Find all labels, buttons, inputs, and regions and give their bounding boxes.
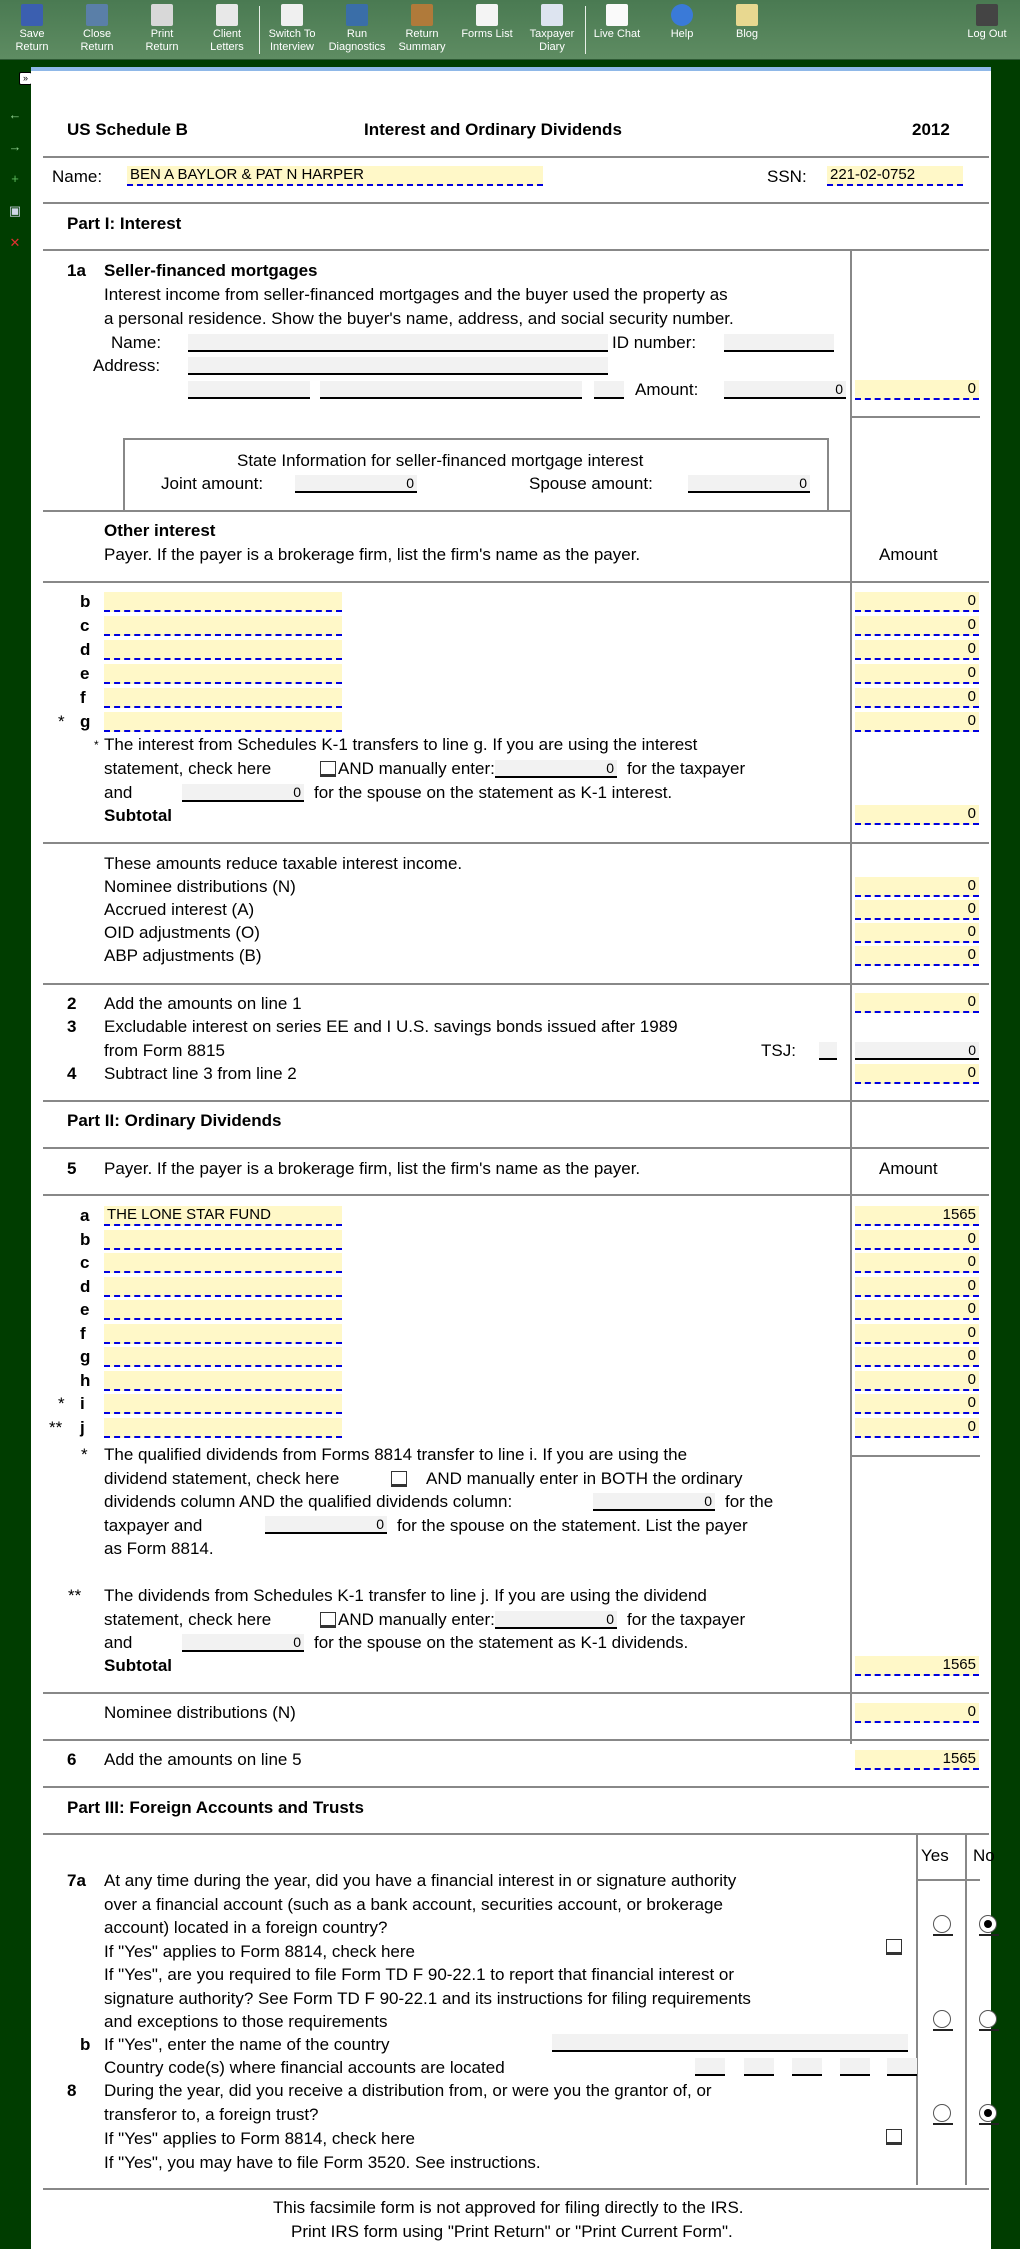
interest-subtotal-field[interactable]: 0	[855, 805, 979, 825]
dividend-payer-field[interactable]	[104, 1371, 342, 1391]
dividend-amount-field[interactable]: 0	[855, 1347, 979, 1367]
form-text: dividends column AND the qualified dividends column:	[104, 1492, 513, 1511]
toolbar-separator	[585, 6, 586, 54]
clipboard-icon	[411, 4, 433, 26]
part2-title: Part II: Ordinary Dividends	[67, 1111, 282, 1130]
interest-amount-field[interactable]: 0	[855, 712, 979, 732]
divider	[43, 1194, 989, 1196]
line-letter: b	[80, 592, 91, 611]
toolbar-return-button[interactable]	[390, 4, 454, 54]
form-text: Interest income from seller-financed mortgages and the buyer used the property as	[104, 285, 728, 304]
line-number: 5	[67, 1159, 77, 1178]
toolbar-label: Switch To	[268, 28, 316, 40]
dividend-payer-field[interactable]	[104, 1347, 342, 1367]
amount-header: Amount	[879, 545, 938, 564]
yes-header: Yes	[921, 1846, 949, 1865]
divider	[43, 842, 989, 844]
toolbar-label: Summary	[398, 41, 446, 53]
reduction-label: Accrued interest (A)	[104, 900, 255, 919]
toolbar-label: Log Out	[967, 28, 1007, 40]
line-number: 3	[67, 1017, 77, 1036]
dividend-amount-field[interactable]: 0	[855, 1300, 979, 1320]
help-icon	[671, 4, 693, 26]
scroll-icon	[736, 4, 758, 26]
dividend-nominee-field[interactable]: 0	[855, 1703, 979, 1723]
divider	[43, 2188, 989, 2190]
reduction-amount-field[interactable]: 0	[855, 923, 979, 943]
buyer-name-input[interactable]	[188, 334, 608, 352]
form-text: Subtract line 3 from line 2	[104, 1064, 297, 1083]
country-code-input[interactable]	[792, 2058, 822, 2076]
form-text: Payer. If the payer is a brokerage firm, list the firm's name as the payer.	[104, 545, 641, 564]
dividend-payer-field[interactable]	[104, 1324, 342, 1344]
toolbar-label: Save	[19, 28, 45, 40]
ssn-label: SSN:	[767, 167, 807, 186]
form-text: a personal residence. Show the buyer's name, address, and social security number.	[104, 309, 734, 328]
line-letter: f	[80, 1323, 86, 1343]
note-star: **	[68, 1586, 82, 1605]
form-text: If "Yes" applies to Form 8814, check here	[104, 1941, 415, 1961]
line-6-amount[interactable]: 1565	[855, 1750, 979, 1770]
toolbar-label: Return	[405, 28, 439, 40]
country-name-input[interactable]	[552, 2034, 908, 2052]
qualified-dividend-statement-checkbox[interactable]	[391, 1471, 407, 1487]
toolbar-label: Diary	[539, 41, 565, 53]
form-text: and	[104, 783, 133, 802]
divider	[43, 1786, 989, 1788]
line-1a-title: Seller-financed mortgages	[104, 261, 318, 280]
toolbar-switch-to-button[interactable]	[260, 4, 324, 54]
divider	[43, 510, 851, 512]
no-header: No	[973, 1846, 995, 1865]
dividend-amount-field[interactable]: 0	[855, 1253, 979, 1273]
toolbar-label: Diagnostics	[328, 41, 386, 53]
print-icon[interactable]: ▣	[8, 203, 22, 218]
form-text: dividend statement, check here	[104, 1469, 340, 1488]
toolbar-label: Print	[150, 28, 174, 40]
divider	[43, 1100, 989, 1102]
k1-interest-taxpayer-input[interactable]: 0	[495, 760, 617, 778]
interest-payer-field[interactable]	[104, 640, 342, 660]
amount-header: Amount	[879, 1159, 938, 1178]
form-text: and exceptions to those requirements	[104, 2012, 388, 2031]
diagnostics-monitor-icon	[346, 4, 368, 26]
dividend-payer-field[interactable]	[104, 1394, 342, 1414]
form-text: for the spouse on the statement as K-1 dividends.	[314, 1633, 689, 1652]
form-text: for the spouse on the statement. List the payer	[397, 1516, 748, 1535]
envelope-icon	[216, 4, 238, 26]
interest-amount-field[interactable]: 0	[855, 592, 979, 612]
line-number: 6	[67, 1750, 77, 1769]
divider	[43, 1692, 989, 1694]
column-divider	[850, 1147, 852, 1744]
other-interest-title: Other interest	[104, 521, 216, 540]
line-number: 7a	[67, 1871, 86, 1890]
form-text: for the taxpayer	[627, 1610, 746, 1629]
line-4-amount[interactable]: 0	[855, 1064, 979, 1084]
form-text: AND manually enter in BOTH the ordinary	[426, 1469, 743, 1488]
spouse-amount-input[interactable]: 0	[688, 475, 810, 493]
joint-amount-input[interactable]: 0	[295, 475, 417, 493]
reduction-amount-field[interactable]: 0	[855, 877, 979, 897]
dividend-payer-field[interactable]	[104, 1418, 342, 1438]
q7a-yes-radio[interactable]	[933, 1915, 951, 1933]
diary-icon	[541, 4, 563, 26]
note-star: *	[81, 1445, 88, 1464]
note-star: **	[49, 1417, 63, 1437]
interest-payer-field[interactable]	[104, 688, 342, 708]
k1-interest-spouse-input[interactable]: 0	[182, 784, 304, 802]
toolbar-client-button[interactable]	[195, 4, 259, 54]
qualified-dividends-taxpayer-input[interactable]: 0	[593, 1493, 715, 1511]
divider	[43, 983, 989, 985]
ssn-field[interactable]: 221-02-0752	[827, 166, 963, 186]
q7a-no-radio[interactable]	[979, 1915, 997, 1933]
form-text: These amounts reduce taxable interest income.	[104, 854, 463, 873]
form-text: signature authority? See Form TD F 90-22.1 and its instructions for filing requirements	[104, 1988, 751, 2008]
k1-dividend-statement-checkbox[interactable]	[320, 1612, 336, 1628]
schedule-b-form	[31, 67, 995, 2249]
form-text: If "Yes", enter the name of the country	[104, 2035, 390, 2054]
divider	[43, 581, 989, 583]
toolbar-taxpayer-button[interactable]	[520, 4, 584, 54]
back-arrow-icon[interactable]: ←	[8, 107, 22, 122]
dividend-payer-field[interactable]	[104, 1300, 342, 1320]
list-icon	[476, 4, 498, 26]
toolbar-separator	[259, 6, 260, 54]
line-1a-amount[interactable]: 0	[855, 380, 979, 400]
interest-amount-field[interactable]: 0	[855, 640, 979, 660]
form-text: Country code(s) where financial accounts are located	[104, 2058, 505, 2077]
chat-bubbles-icon	[606, 4, 628, 26]
toolbar-label: Run	[346, 28, 368, 40]
divider	[916, 1879, 980, 1881]
form-text: Add the amounts on line 5	[104, 1750, 302, 1769]
line-3-amount-input[interactable]: 0	[855, 1042, 979, 1060]
dividend-subtotal-field[interactable]: 1565	[855, 1656, 979, 1676]
form-text: over a financial account (such as a bank account, securities account, or brokerage	[104, 1894, 723, 1914]
buyer-city-input[interactable]	[188, 381, 310, 399]
buyer-address-input[interactable]	[188, 357, 608, 375]
part3-title: Part III: Foreign Accounts and Trusts	[67, 1798, 364, 1817]
line-letter: h	[80, 1370, 91, 1390]
note-star: *	[58, 1394, 65, 1413]
toolbar-forms-list-button[interactable]	[455, 4, 519, 41]
form-text: for the spouse on the statement as K-1 interest.	[314, 783, 673, 802]
q8-no-radio[interactable]	[979, 2104, 997, 2122]
form-text: AND manually enter:	[338, 759, 495, 778]
note-star: *	[94, 738, 99, 752]
column-divider	[850, 249, 852, 1166]
toolbar-label: Taxpayer	[529, 28, 575, 40]
subtotal-label: Subtotal	[104, 1656, 172, 1675]
part1-title: Part I: Interest	[67, 214, 182, 233]
form-text: as Form 8814.	[104, 1539, 214, 1558]
divider	[850, 1455, 980, 1457]
country-code-input[interactable]	[695, 2058, 725, 2076]
form-text: If "Yes", you may have to file Form 3520. See instructions.	[104, 2153, 541, 2172]
form-text: Nominee distributions (N)	[104, 1703, 296, 1722]
note-star: *	[58, 712, 65, 731]
dividend-amount-field[interactable]: 0	[855, 1277, 979, 1297]
interest-payer-field[interactable]	[104, 712, 342, 732]
dividend-amount-field[interactable]: 0	[855, 1230, 979, 1250]
toolbar-label: Forms List	[461, 28, 513, 40]
toolbar	[0, 0, 1020, 60]
q7a-fbar-yes-radio[interactable]	[933, 2010, 951, 2028]
footer-print-note: Print IRS form using "Print Return" or "Print Current Form".	[291, 2222, 733, 2241]
divider	[43, 1147, 989, 1149]
form-text: from Form 8815	[104, 1041, 225, 1060]
form-text: statement, check here	[104, 759, 272, 778]
dividend-amount-field[interactable]: 0	[855, 1324, 979, 1344]
name-label: Name:	[52, 167, 103, 186]
floppy-disk-icon	[21, 4, 43, 26]
footer-disclaimer: This facsimile form is not approved for filing directly to the IRS.	[273, 2198, 744, 2217]
sidebar	[0, 60, 30, 2249]
line-number: b	[80, 2035, 91, 2054]
form-text: If "Yes", are you required to file Form TD F 90-22.1 to report that financial interest or	[104, 1965, 735, 1984]
reduction-label: Nominee distributions (N)	[104, 877, 296, 896]
toolbar-label: Interview	[269, 41, 315, 53]
k1-dividend-taxpayer-input[interactable]: 0	[495, 1611, 617, 1629]
dividend-amount-field[interactable]: 0	[855, 1394, 979, 1414]
expand-panel-button[interactable]: »	[19, 72, 32, 85]
toolbar-label: Client	[212, 28, 242, 40]
buyer-state-input[interactable]	[320, 381, 582, 399]
column-divider	[916, 1833, 918, 2185]
line-letter: g	[80, 1347, 91, 1366]
toolbar-label: Help	[670, 28, 694, 40]
form-text: Joint amount:	[161, 474, 264, 493]
folder-close-icon	[86, 4, 108, 26]
k1-dividend-spouse-input[interactable]: 0	[182, 1634, 304, 1652]
toolbar-label: Return	[145, 41, 179, 53]
toolbar-label: Close	[82, 28, 112, 40]
buyer-zip-input[interactable]	[594, 381, 624, 399]
form-text: taxpayer and	[104, 1516, 203, 1535]
q8-yes-radio[interactable]	[933, 2104, 951, 2122]
form-8814-7a-checkbox[interactable]	[886, 1939, 902, 1955]
line-letter: b	[80, 1229, 91, 1249]
interview-icon	[281, 4, 303, 26]
toolbar-label: Return	[15, 41, 49, 53]
divider	[43, 202, 989, 204]
line-letter: a	[80, 1206, 90, 1225]
q7a-fbar-no-radio[interactable]	[979, 2010, 997, 2028]
interest-amount-field[interactable]: 0	[855, 664, 979, 684]
toolbar-help-button[interactable]	[650, 4, 714, 41]
form-text: and	[104, 1633, 133, 1652]
add-icon[interactable]: +	[11, 171, 19, 186]
toolbar-label: Return	[80, 41, 114, 53]
form-text: The interest from Schedules K-1 transfers to line g. If you are using the interest	[104, 735, 698, 754]
form-text: During the year, did you receive a distribution from, or were you the grantor of, or	[104, 2081, 712, 2100]
dividend-payer-field[interactable]	[104, 1277, 342, 1297]
dividend-amount-field[interactable]: 1565	[855, 1206, 979, 1226]
form-text: Address:	[93, 356, 161, 375]
line-letter: f	[80, 688, 86, 707]
divider	[43, 156, 989, 158]
close-icon[interactable]: ✕	[9, 235, 21, 250]
interest-amount-field[interactable]: 0	[855, 616, 979, 636]
line-number: 1a	[67, 261, 86, 280]
line-number: 8	[67, 2081, 77, 2100]
line-letter: d	[80, 1276, 91, 1296]
k1-interest-statement-checkbox[interactable]	[320, 761, 336, 777]
form-text: Spouse amount:	[529, 474, 653, 493]
dividend-payer-field[interactable]	[104, 1253, 342, 1273]
tax-year: 2012	[912, 120, 950, 139]
form-text: State Information for seller-financed mortgage interest	[237, 451, 644, 470]
divider	[850, 416, 980, 418]
column-divider	[965, 1833, 967, 2185]
line-2-amount[interactable]: 0	[855, 993, 979, 1013]
line-letter: c	[80, 1253, 90, 1272]
divider	[43, 249, 989, 251]
form-text: TSJ:	[761, 1041, 796, 1060]
reduction-amount-field[interactable]: 0	[855, 946, 979, 966]
qualified-dividends-spouse-input[interactable]: 0	[265, 1516, 387, 1534]
toolbar-save-button[interactable]	[0, 4, 64, 54]
line-letter: g	[80, 712, 91, 731]
toolbar-label: Live Chat	[593, 28, 641, 40]
line-letter: c	[80, 616, 90, 635]
dividend-amount-field[interactable]: 0	[855, 1371, 979, 1391]
dividend-amount-field[interactable]: 0	[855, 1418, 979, 1438]
line-number: 2	[67, 994, 77, 1013]
subtotal-label: Subtotal	[104, 806, 172, 825]
line-letter: e	[80, 664, 90, 683]
divider	[43, 1833, 989, 1835]
country-code-input[interactable]	[840, 2058, 870, 2076]
form-8814-8-checkbox[interactable]	[886, 2129, 902, 2145]
form-text: At any time during the year, did you have a financial interest in or signature authority	[104, 1871, 737, 1890]
form-text: account) located in a foreign country?	[104, 1918, 388, 1937]
toolbar-log-out-button[interactable]	[955, 4, 1019, 41]
toolbar-blog-button[interactable]	[715, 4, 779, 41]
toolbar-run-button[interactable]	[325, 4, 389, 54]
reduction-amount-field[interactable]: 0	[855, 900, 979, 920]
mortgage-amount-input[interactable]: 0	[724, 381, 846, 399]
printer-icon	[151, 4, 173, 26]
form-text: transferor to, a foreign trust?	[104, 2105, 319, 2124]
form-text: for the	[725, 1492, 774, 1511]
line-letter: e	[80, 1300, 90, 1319]
form-text: The qualified dividends from Forms 8814 transfer to line i. If you are using the	[104, 1445, 688, 1464]
forward-arrow-icon[interactable]: →	[8, 139, 22, 154]
toolbar-close-button[interactable]	[65, 4, 129, 54]
dividend-payer-field[interactable]	[104, 1230, 342, 1250]
country-code-input[interactable]	[744, 2058, 774, 2076]
form-text: Amount:	[635, 380, 699, 399]
toolbar-print-button[interactable]	[130, 4, 194, 54]
interest-payer-field[interactable]	[104, 616, 342, 636]
form-text: If "Yes" applies to Form 8814, check here	[104, 2129, 415, 2148]
logout-door-icon	[976, 4, 998, 26]
form-text: Excludable interest on series EE and I U.S. savings bonds issued after 1989	[104, 1017, 678, 1036]
line-letter: j	[80, 1417, 85, 1437]
form-text: Payer. If the payer is a brokerage firm, list the firm's name as the payer.	[104, 1159, 641, 1178]
toolbar-live-chat-button[interactable]	[585, 4, 649, 41]
line-letter: d	[80, 640, 91, 659]
form-text: AND manually enter:	[338, 1610, 495, 1629]
form-text: Add the amounts on line 1	[104, 994, 302, 1013]
line-letter: i	[80, 1394, 85, 1413]
interest-payer-field[interactable]	[104, 664, 342, 684]
toolbar-label: Blog	[735, 28, 759, 40]
form-text: ID number:	[612, 333, 697, 352]
form-text: Name:	[111, 333, 162, 352]
toolbar-label: Letters	[210, 41, 244, 53]
taxpayer-name-field[interactable]: BEN A BAYLOR & PAT N HARPER	[127, 166, 543, 186]
form-text: The dividends from Schedules K-1 transfer to line j. If you are using the dividend	[104, 1586, 707, 1605]
line-number: 4	[67, 1064, 77, 1083]
interest-payer-field[interactable]	[104, 592, 342, 612]
tsj-input[interactable]	[819, 1042, 837, 1060]
form-name: US Schedule B	[67, 120, 188, 139]
form-text: statement, check here	[104, 1610, 272, 1629]
buyer-id-input[interactable]	[724, 334, 834, 352]
reduction-label: ABP adjustments (B)	[104, 946, 262, 965]
form-title: Interest and Ordinary Dividends	[364, 120, 622, 139]
divider	[43, 1739, 989, 1741]
dividend-payer-field[interactable]: THE LONE STAR FUND	[104, 1206, 342, 1226]
country-code-input[interactable]	[887, 2058, 917, 2076]
interest-amount-field[interactable]: 0	[855, 688, 979, 708]
reduction-label: OID adjustments (O)	[104, 923, 260, 942]
form-text: for the taxpayer	[627, 759, 746, 778]
